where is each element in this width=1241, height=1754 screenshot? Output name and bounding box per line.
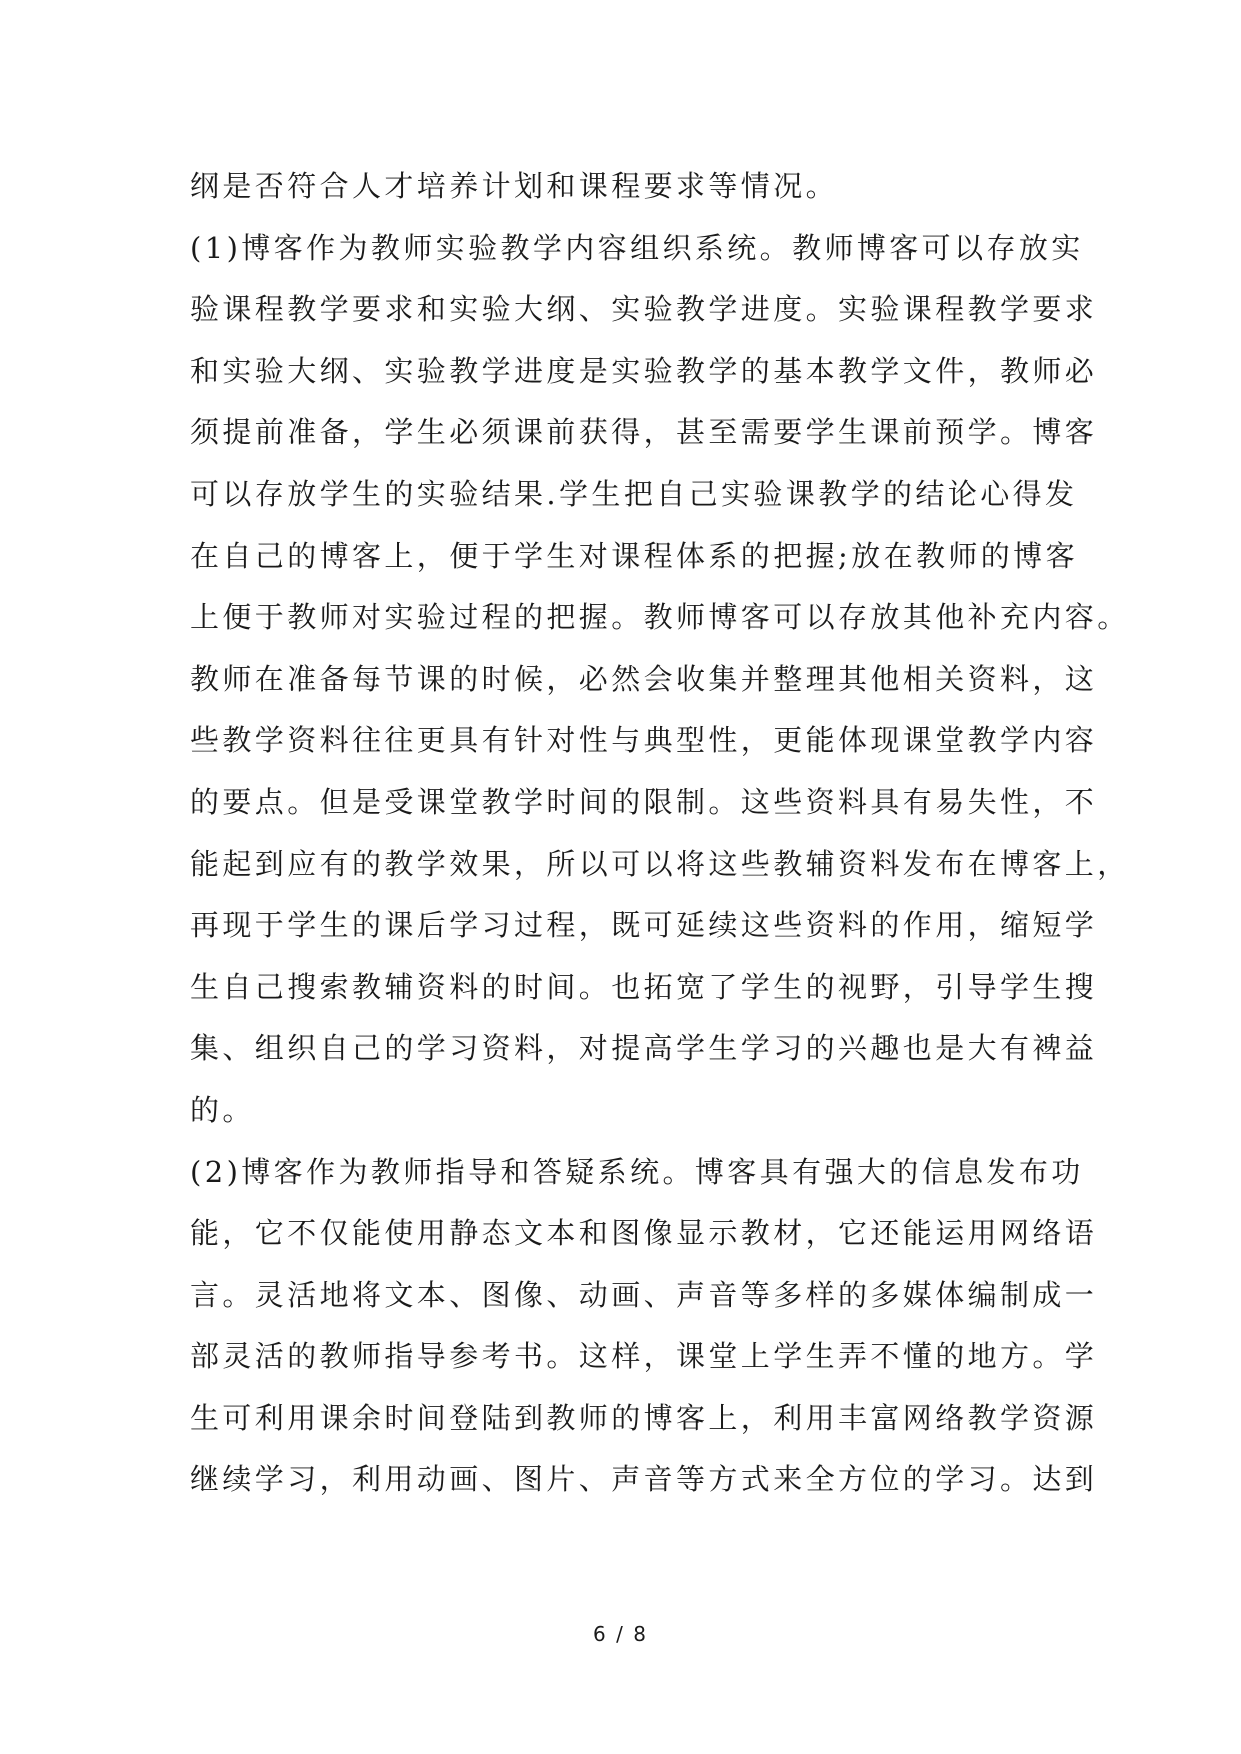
text-line: 能，它不仅能使用静态文本和图像显示教材，它还能运用网络语 — [190, 1216, 1098, 1251]
text-line: 的。 — [190, 1092, 255, 1127]
text-line: 上便于教师对实验过程的把握。教师博客可以存放其他补充内容。 — [190, 600, 1130, 635]
text-line: 再现于学生的课后学习过程，既可延续这些资料的作用，缩短学 — [190, 908, 1098, 943]
text-line: 纲是否符合人才培养计划和课程要求等情况。 — [190, 169, 839, 203]
text-line: 继续学习，利用动画、图片、声音等方式来全方位的学习。达到 — [190, 1462, 1098, 1497]
body-text — [190, 156, 1130, 1511]
text-line: 的要点。但是受课堂教学时间的限制。这些资料具有易失性，不 — [190, 784, 1098, 819]
page-number: 6 / 8 — [593, 1622, 648, 1646]
text-line: 可以存放学生的实验结果.学生把自己实验课教学的结论心得发 — [190, 476, 1078, 511]
text-line: (1)博客作为教师实验教学内容组织系统。教师博客可以存放实 — [190, 230, 1084, 265]
text-line: 集、组织自己的学习资料，对提高学生学习的兴趣也是大有裨益 — [190, 1031, 1098, 1066]
text-line: 须提前准备，学生必须课前获得，甚至需要学生课前预学。博客 — [190, 415, 1098, 450]
text-line: (2)博客作为教师指导和答疑系统。博客具有强大的信息发布功 — [190, 1154, 1084, 1189]
text-line: 生自己搜索教辅资料的时间。也拓宽了学生的视野，引导学生搜 — [190, 969, 1098, 1004]
text-line: 验课程教学要求和实验大纲、实验教学进度。实验课程教学要求 — [190, 292, 1098, 327]
text-line: 和实验大纲、实验教学进度是实验教学的基本教学文件，教师必 — [190, 353, 1098, 388]
text-line: 部灵活的教师指导参考书。这样，课堂上学生弄不懂的地方。学 — [190, 1339, 1098, 1374]
text-line: 些教学资料往往更具有针对性与典型性，更能体现课堂教学内容 — [190, 723, 1098, 758]
text-line: 教师在准备每节课的时候，必然会收集并整理其他相关资料，这 — [190, 661, 1098, 696]
text-line: 生可利用课余时间登陆到教师的博客上，利用丰富网络教学资源 — [190, 1400, 1098, 1435]
text-line: 言。灵活地将文本、图像、动画、声音等多样的多媒体编制成一 — [190, 1277, 1098, 1312]
text-line: 能起到应有的教学效果，所以可以将这些教辅资料发布在博客上， — [190, 846, 1130, 881]
text-line: 在自己的博客上，便于学生对课程体系的把握;放在教师的博客 — [190, 538, 1078, 573]
